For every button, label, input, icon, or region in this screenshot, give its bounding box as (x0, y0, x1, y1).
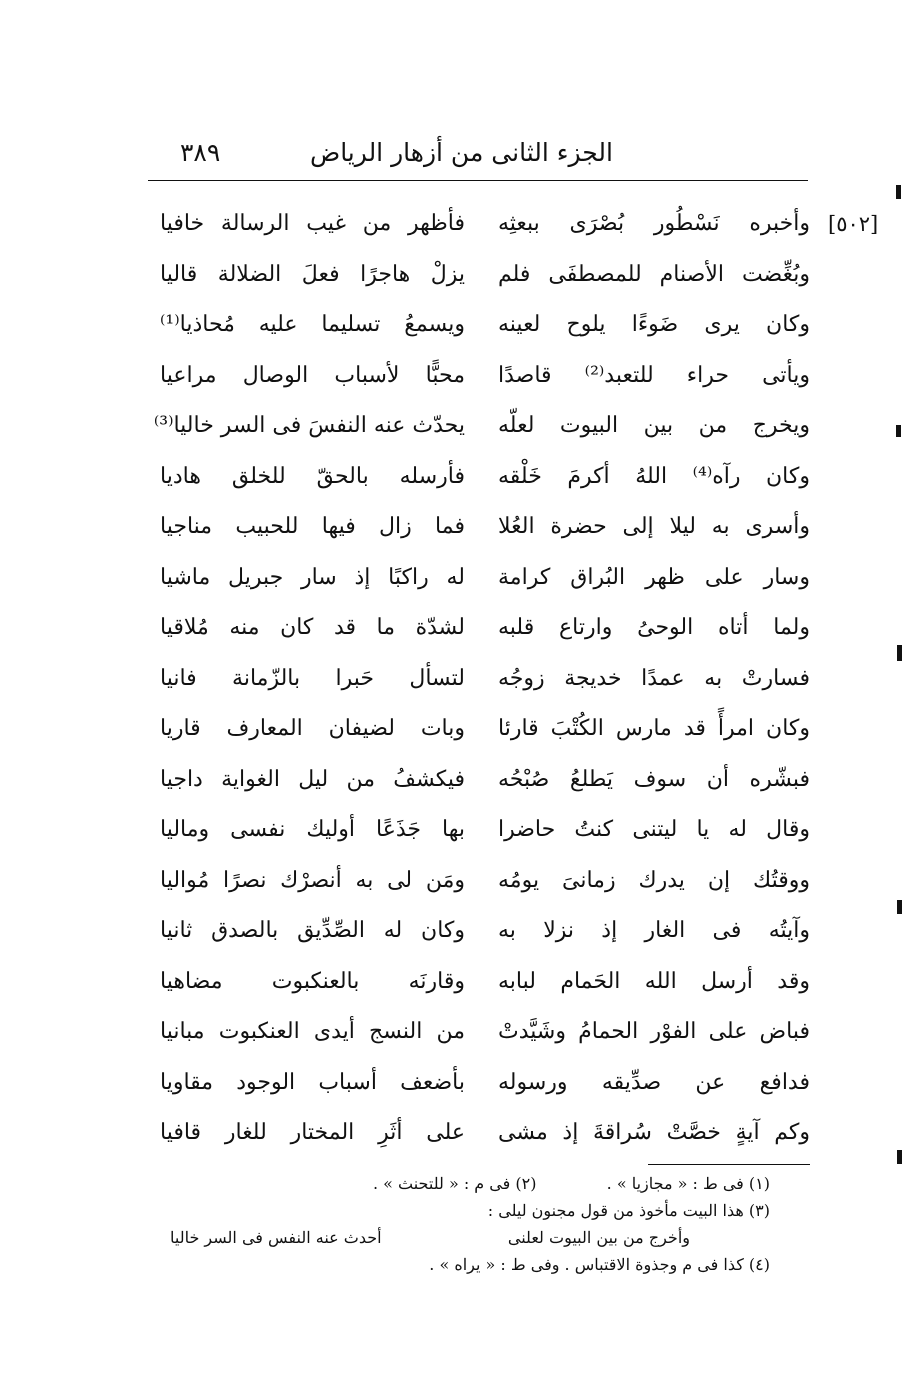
verse-row (150, 963, 810, 1014)
verse-first-hemistich: وأخبره نَسْطُور بُصْرَى ببعثِه (498, 211, 810, 236)
verse-first-hemistich: وكان امرأً قد مارس الكُتْبَ قارئا (498, 716, 810, 741)
verse-row (150, 710, 810, 761)
verse-first-hemistich: ويأتى حراء للتعبد⁽²⁾ قاصدًا (498, 362, 810, 388)
verse-first-hemistich: وآيتُه فى الغار إذ نزلا به (498, 918, 810, 943)
verse-first-hemistich: وكان يرى ضَوءًا يلوح لعينه (498, 312, 810, 337)
verse-row (150, 357, 810, 408)
verse-second-hemistich: فأرسله بالحقّ للخلق هاديا (160, 463, 465, 489)
page-header (150, 138, 808, 178)
verse-first-hemistich: فدافع عن صدِّيقه ورسوله (498, 1069, 810, 1095)
footnotes (160, 1174, 770, 1282)
verse-second-hemistich: بها جَذَعًا أوليك نفسى وماليا (160, 817, 465, 842)
verse-row (150, 761, 810, 812)
verse-second-hemistich: بأضعف أسباب الوجود مقاويا (160, 1069, 465, 1095)
verse-second-hemistich: وقارنَه بالعنكبوت مضاهيا (160, 968, 465, 994)
verse-second-hemistich: فما زال فيها للحبيب مناجيا (160, 514, 465, 539)
verse-first-hemistich: وكم آيةٍ خصَّتْ سُراقةَ إذ مشى (498, 1120, 810, 1145)
verse-row (150, 256, 810, 307)
verse-first-hemistich: فباض على الفوْر الحمامُ وشَيَّدتْ (498, 1019, 810, 1044)
verse-first-hemistich: ووقتُك إن يدرك زمانىَ يومُه (498, 867, 810, 893)
verse-row (150, 862, 810, 913)
scan-edge-mark (897, 1150, 902, 1164)
scan-edge-mark (897, 900, 902, 914)
footnote-line (160, 1174, 770, 1201)
verse-first-hemistich: ولما أتاه الوحىُ وارتاع قلبه (498, 615, 810, 640)
verse-row (150, 559, 810, 610)
verse-second-hemistich: له راكبًا إذ سار جبريل ماشيا (160, 564, 465, 590)
footnote-line (160, 1255, 770, 1282)
verse-first-hemistich: وقال له يا ليتنى كنتُ حاضرا (498, 817, 810, 842)
verse-row (150, 458, 810, 509)
verse-first-hemistich: فبشّره أن سوف يَطلعُ صُبْحُه (498, 766, 810, 792)
header-divider (148, 180, 808, 181)
verse-second-hemistich: لشدّة ما قد كان منه مُلاقيا (160, 615, 465, 640)
verse-second-hemistich: من النسج أيدى العنكبوت مبانيا (160, 1019, 465, 1044)
verse-second-hemistich: لتسأل حَبرا بالزّمانة فانيا (160, 665, 465, 691)
verse-first-hemistich: وقد أرسل الله الحَمام لبابه (498, 968, 810, 994)
verse-row (150, 1013, 810, 1064)
verse-row (150, 912, 810, 963)
verse-first-hemistich: ويخرج من بين البيوت لعلّه (498, 413, 810, 438)
footnote-1: (١) فى ط : « مجازيا » . (606, 1174, 770, 1193)
verse-second-hemistich: ويسمعُ تسليما عليه مُحاذيا⁽¹⁾ (160, 312, 465, 337)
footnote-2: (٢) فى م : « للتحنث » . (372, 1174, 537, 1193)
footnote-line (160, 1201, 770, 1228)
verse-row (150, 205, 810, 256)
verse-second-hemistich: على أثَرِ المختار للغار قافيا (160, 1120, 465, 1145)
verse-row (150, 1114, 810, 1165)
verse-second-hemistich: يزلْ هاجرًا فعلَ الضلالة قاليا (160, 261, 465, 287)
scan-edge-mark (897, 645, 902, 661)
verse-row (150, 306, 810, 357)
verse-row (150, 609, 810, 660)
verse-second-hemistich: ومَن لى به أنصرْك نصرًا مُواليا (160, 867, 465, 893)
scan-edge-mark (896, 185, 901, 199)
verse-row (150, 508, 810, 559)
footnote-quoted-verse (160, 1228, 770, 1255)
verse-row (150, 660, 810, 711)
page-number: ٣٨٩ (180, 138, 221, 167)
verse-row (150, 811, 810, 862)
verse-row (150, 1064, 810, 1115)
poem-verses (150, 205, 810, 1165)
scan-edge-mark (896, 425, 901, 437)
verse-first-hemistich: وبُغِّضت الأصنام للمصطفَى فلم (498, 261, 810, 287)
verse-second-hemistich: وكان له الصِّدِّيق بالصدق ثانيا (160, 918, 465, 943)
footnote-divider (648, 1164, 810, 1165)
quoted-second-hemistich: أحدث عنه النفس فى السر خاليا (170, 1228, 382, 1247)
verse-first-hemistich: وأسرى به ليلا إلى حضرة العُلا (498, 514, 810, 539)
poem-number: [٥٠٢] (828, 212, 879, 236)
verse-row (150, 407, 810, 458)
verse-first-hemistich: فسارتْ به عمدًا خديجة زوجُه (498, 665, 810, 691)
verse-second-hemistich: وبات لضيفان المعارف قاريا (160, 716, 465, 741)
running-title: الجزء الثانى من أزهار الرياض (309, 138, 613, 167)
verse-second-hemistich: محبًّا لأسباب الوصال مراعيا (160, 362, 465, 388)
verse-second-hemistich: يحدّث عنه النفسَ فى السر خاليا⁽³⁾ (153, 413, 465, 438)
verse-second-hemistich: فأظهر من غيب الرسالة خافيا (160, 211, 465, 236)
footnote-3: (٣) هذا البيت مأخوذ من قول مجنون ليلى : (487, 1201, 770, 1220)
footnote-4: (٤) كذا فى م وجذوة الاقتباس . وفى ط : « يراه » . (429, 1255, 770, 1274)
verse-second-hemistich: فيكشفُ من ليل الغواية داجيا (160, 766, 465, 792)
verse-first-hemistich: وسار على ظهر البُراق كرامة (498, 564, 810, 590)
quoted-first-hemistich: وأخرج من بين البيوت لعلنى (507, 1228, 690, 1247)
verse-first-hemistich: وكان رآه⁽⁴⁾ اللهُ أكرمَ خَلْقه (498, 463, 810, 489)
